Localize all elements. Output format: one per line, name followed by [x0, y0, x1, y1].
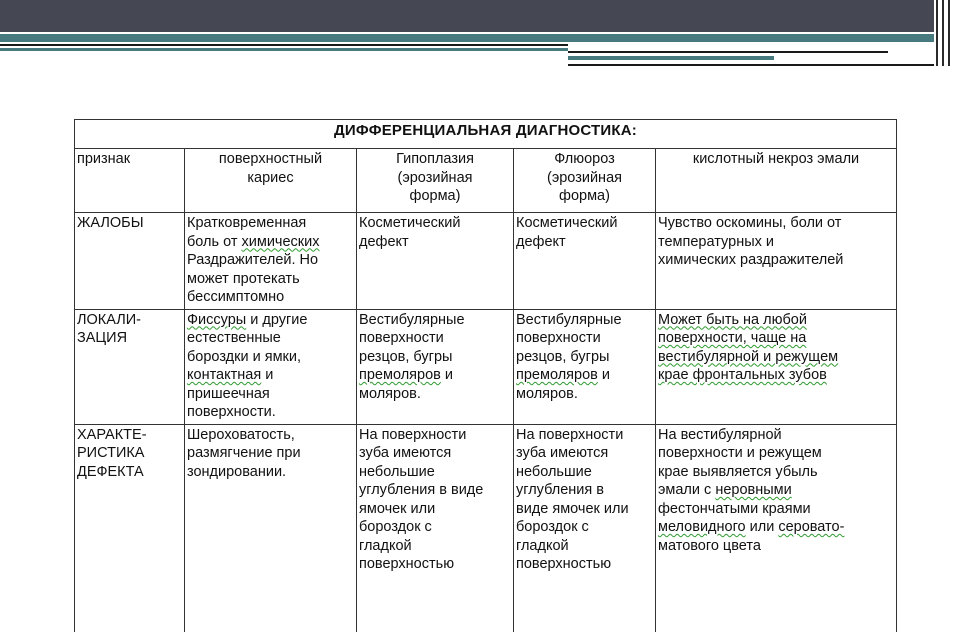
spellcheck-underlined-text: премоляров [359, 367, 441, 383]
cell-text-line: Раздражителей. Но [187, 252, 319, 268]
table-cell [185, 309, 357, 424]
column-header-cell [357, 149, 514, 213]
table-cell [656, 213, 897, 310]
table-cell [514, 213, 656, 310]
spellcheck-underlined-text: контактная [187, 367, 262, 383]
spellcheck-underlined-text: химических [241, 233, 320, 250]
cell-text-line: резцов, бугры [359, 348, 453, 365]
cell-text-line: Чувство оскомины, боли от [658, 215, 842, 231]
cell-text-line: виде ямочек или [516, 500, 629, 517]
cell-text-line: форма) [559, 188, 610, 204]
cell-text-line: температурных и [658, 233, 774, 250]
cell-text-line: зуба имеются [359, 445, 452, 461]
cell-text-line: премоляров и [359, 367, 453, 383]
header-banner-teal-stripe [0, 34, 934, 42]
cell-text-line: признак [77, 151, 131, 167]
cell-text-line: кариес [247, 169, 294, 186]
cell-text-line: Вестибулярные [359, 311, 465, 328]
row-label-cell [75, 213, 185, 310]
cell-text-line: бороздок с [516, 519, 589, 535]
corner-bar [936, 0, 938, 66]
cell-text-line: Шероховатость, [187, 426, 295, 443]
table-row [75, 309, 897, 424]
cell-text-line: боль от химических [187, 233, 320, 250]
cell-text-line: химических раздражителей [658, 252, 844, 268]
row-label-cell [75, 309, 185, 424]
cell-text-line: пришеечная [187, 385, 270, 402]
column-header-cell [75, 149, 185, 213]
cell-text-line: поверхности [359, 330, 444, 346]
spellcheck-underlined-text: вестибулярной и режущем [658, 348, 839, 365]
cell-text-line: матового цвета [658, 537, 761, 554]
cell-text-line: ХАРАКТЕ- [77, 426, 147, 443]
table-cell [514, 309, 656, 424]
cell-text-line: бороздки и ямки, [187, 348, 302, 365]
cell-text-line: Гипоплазия [396, 151, 474, 167]
cell-text-line: меловидного или серовато- [658, 519, 845, 535]
table-cell [656, 424, 897, 632]
column-header-cell [185, 149, 357, 213]
cell-text-line: может протекать [187, 270, 300, 287]
cell-text-line: размягчение при [187, 445, 301, 461]
spellcheck-underlined-text: Фиссуры [187, 311, 247, 328]
cell-text-line: (эрозийная [547, 169, 622, 186]
spellcheck-underlined-text: крае фронтальных зубов [658, 367, 827, 383]
cell-text-line: дефект [516, 233, 566, 250]
cell-text-line: (эрозийная [397, 169, 473, 186]
table-cell [357, 213, 514, 310]
cell-text-line: поверхностью [359, 556, 455, 572]
cell-text-line: Фиссуры и другие [187, 311, 308, 328]
cell-text-line: контактная и [187, 367, 274, 383]
cell-text-line: Косметический [516, 215, 618, 231]
cell-text-line: бессимптомно [187, 289, 285, 305]
cell-text-line: крае выявляется убыль [658, 463, 818, 480]
table-cell [185, 213, 357, 310]
cell-text-line: дефект [359, 233, 409, 250]
row-label-cell [75, 424, 185, 632]
cell-text-line: резцов, бугры [516, 348, 610, 365]
cell-text-line: поверхности [516, 330, 601, 346]
cell-text-line: форма) [409, 188, 461, 204]
cell-text-line: премоляров и [516, 367, 610, 383]
header-banner-line [0, 44, 568, 46]
cell-text-line [658, 348, 894, 367]
table-title: ДИФФЕРЕНЦИАЛЬНАЯ ДИАГНОСТИКА: [75, 120, 897, 149]
cell-text-line: Косметический [359, 215, 461, 231]
corner-bar [942, 0, 944, 66]
spellcheck-underlined-text: Может быть на любой [658, 311, 807, 328]
cell-text-line: поверхности и режущем [658, 445, 822, 461]
cell-text-line: РИСТИКА [77, 445, 145, 461]
cell-text-line: Вестибулярные [516, 311, 622, 328]
table-cell [357, 309, 514, 424]
cell-text-line: поверхности. [187, 404, 276, 420]
column-header-cell [656, 149, 897, 213]
cell-text-line: кислотный некроз эмали [692, 151, 860, 167]
cell-text-line: зондировании. [187, 463, 287, 480]
cell-text-line: углубления в [516, 482, 604, 498]
spellcheck-underlined-text: неровными [715, 482, 792, 498]
header-banner-line-2 [568, 51, 888, 53]
cell-text-line: ЛОКАЛИ- [77, 311, 141, 328]
spellcheck-underlined-text: поверхности, чаще на [658, 330, 807, 346]
header-banner-dark [0, 0, 934, 32]
corner-bar [948, 0, 950, 66]
spellcheck-underlined-text: премоляров [516, 367, 598, 383]
cell-text-line: фестончатыми краями [658, 500, 811, 517]
cell-text-line: гладкой [516, 537, 569, 554]
table-row [75, 424, 897, 632]
diagnosis-table-wrapper [74, 119, 896, 632]
cell-text-line: бороздок с [359, 519, 432, 535]
table-cell [656, 309, 897, 424]
cell-text-line: поверхностью [516, 556, 612, 572]
cell-text-line: На поверхности [516, 426, 624, 443]
cell-text-line: На вестибулярной [658, 426, 782, 443]
column-header-cell [514, 149, 656, 213]
header-banner-teal-stripe-3 [568, 56, 774, 60]
cell-text-line: ЖАЛОБЫ [77, 215, 144, 231]
cell-text-line [658, 366, 894, 385]
table-cell [514, 424, 656, 632]
cell-text-line: моляров. [516, 385, 578, 402]
cell-text-line: зуба имеются [516, 445, 609, 461]
cell-text-line: На поверхности [359, 426, 467, 443]
column-header-row [75, 149, 897, 213]
cell-text-line [658, 329, 894, 348]
cell-text-line: ямочек или [359, 500, 436, 517]
table-row [75, 213, 897, 310]
table-cell [357, 424, 514, 632]
cell-text-line: небольшие [359, 463, 435, 480]
cell-text-line: поверхностный [218, 151, 323, 167]
spellcheck-underlined-text: меловидного [658, 519, 746, 535]
cell-text-line: Флюороз [554, 151, 615, 167]
cell-text-line: гладкой [359, 537, 412, 554]
header-banner-teal-stripe-2 [0, 48, 568, 51]
cell-text-line: небольшие [516, 463, 592, 480]
cell-text-line: углубления в виде [359, 482, 484, 498]
cell-text-line: Кратковременная [187, 215, 307, 231]
table-cell [185, 424, 357, 632]
cell-text-line: ДЕФЕКТА [77, 463, 144, 480]
header-banner-line-3 [568, 64, 934, 66]
cell-text-line: естественные [187, 330, 281, 346]
differential-diagnosis-table [74, 119, 897, 632]
cell-text-line: эмали с неровными [658, 482, 792, 498]
cell-text-line [658, 311, 894, 330]
spellcheck-underlined-text: серовато- [778, 519, 845, 535]
cell-text-line: ЗАЦИЯ [77, 330, 128, 346]
cell-text-line: моляров. [359, 385, 421, 402]
